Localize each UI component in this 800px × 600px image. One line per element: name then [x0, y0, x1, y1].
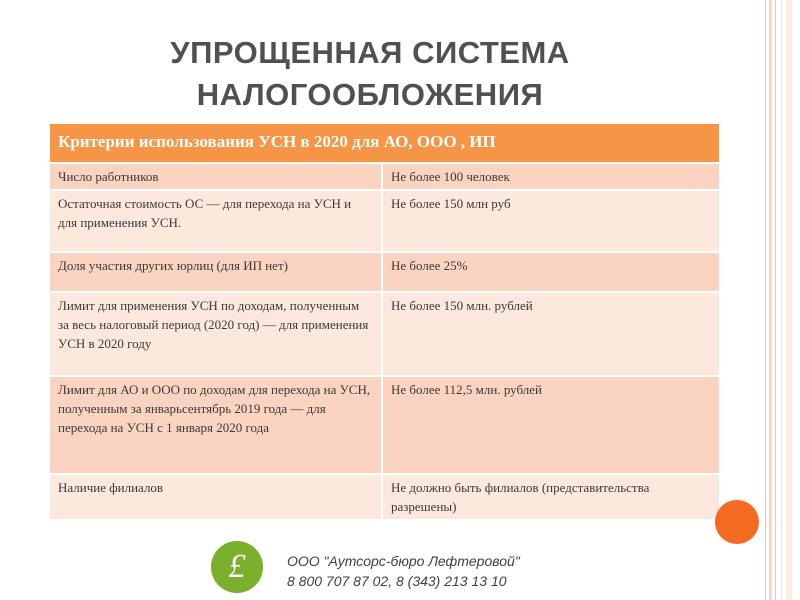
title-line-2: НАЛОГООБЛОЖЕНИЯ [196, 77, 544, 112]
value-cell: Не более 25% [391, 258, 468, 273]
table-row [50, 291, 719, 375]
company-name: ООО "Аутсорс-бюро Лефтеровой" [287, 553, 520, 569]
frame-line [765, 0, 766, 600]
criterion-cell: Лимит для применения УСН по доходам, полученным за весь налоговый период (2020 год) — для применения УСН в 2020 году [50, 293, 383, 375]
page-title [60, 32, 680, 116]
company-phones: 8 800 707 87 02, 8 (343) 213 13 10 [287, 573, 507, 589]
table-row [50, 251, 719, 291]
value-cell: Не более 100 человек [391, 169, 510, 184]
company-logo: £ [211, 541, 263, 593]
value-cell: Не более 150 млн. рублей [391, 298, 533, 313]
criterion-cell: Число работников [50, 164, 383, 189]
decorative-circle [715, 500, 759, 544]
criterion-cell: Доля участия других юрлиц (для ИП нет) [50, 253, 383, 291]
criterion-cell: Лимит для АО и ООО по доходам для перехода на УСН, полученным за январьсентябрь 2019 года — для перехода на УСН с 1 января 2020 года [50, 377, 383, 473]
criterion-cell: Наличие филиалов [50, 475, 383, 519]
company-contact [287, 551, 520, 591]
title-line-1: УПРОЩЕННАЯ СИСТЕМА [170, 35, 570, 70]
frame-line [786, 0, 792, 600]
frame-line [769, 0, 772, 600]
table-header: Критерии использования УСН в 2020 для АО, ООО , ИП [50, 124, 719, 162]
table-row [50, 473, 719, 519]
value-cell: Не должно быть филиалов (представительства разрешены) [391, 480, 650, 514]
table-row [50, 189, 719, 251]
value-cell: Не более 150 млн руб [391, 196, 511, 211]
table-row [50, 375, 719, 473]
frame-line [775, 0, 776, 600]
criteria-table [50, 124, 719, 519]
frame-line [781, 0, 782, 600]
table-row [50, 162, 719, 189]
value-cell: Не более 112,5 млн. рублей [391, 382, 542, 397]
criterion-cell: Остаточная стоимость ОС — для перехода на УСН и для применения УСН. [50, 191, 383, 251]
